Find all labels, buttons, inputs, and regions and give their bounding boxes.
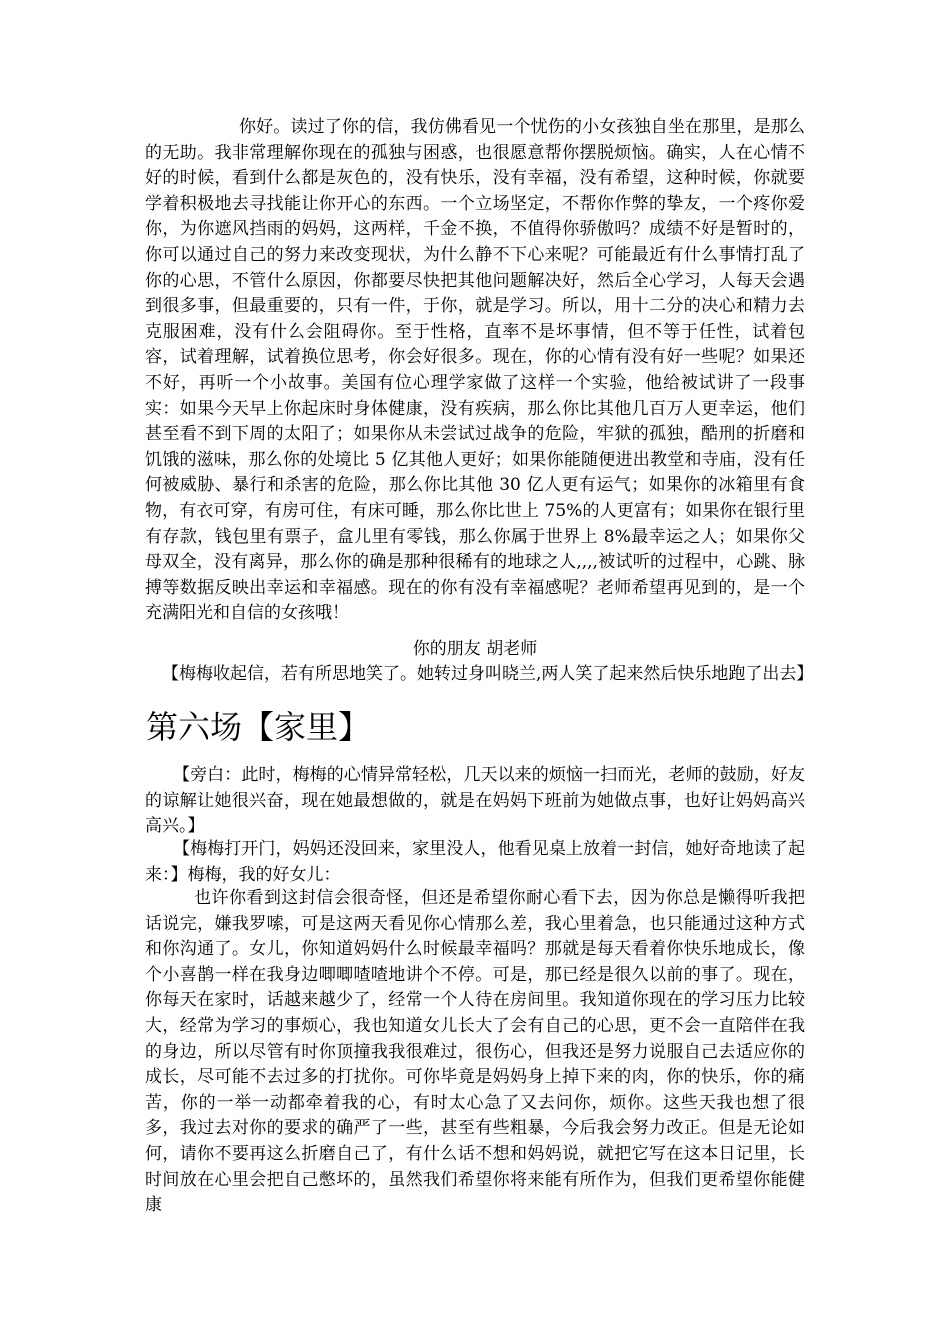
stage-direction-2: 【梅梅打开门，妈妈还没回来，家里没人，他看见桌上放着一封信，她好奇地读了起来：】梅梅，我的好女儿： (145, 839, 805, 885)
teacher-letter-body: 你好。读过了你的信，我仿佛看见一个忧伤的小女孩独自坐在那里，是那么的无助。我非常理解你现在的孤独与困惑，也很愿意帮你摆脱烦恼。确实，人在心情不好的时候，看到什么都是灰色的，没有快乐，没有幸福，没有希望，这种时候，你就要学着积极地去寻找能让你开心的东西。一个立场坚定，不帮你作弊的挚友，一个疼你爱你，为你遮风挡雨的妈妈，这两样，千金不换，不值得你骄傲吗？成绩不好是暂时的，你可以通过自己的努力来改变现状，为什么静不下心来呢？可能最近有什么事情打乱了你的心思，不管什么原因，你都要尽快把其他问题解决好，然后全心学习，人每天会遇到很多事，但最重要的，只有一件，于你，就是学习。所以，用十二分的决心和精力去克服困难，没有什么会阻碍你。至于性格，直率不是坏事情，但不等于任性，试着包容，试着理解，试着换位思考，你会好很多。现在，你的心情有没有好一些呢？如果还不好，再听一个小故事。美国有位心理学家做了这样一个实验，他给被试讲了一段事实：如果今天早上你起床时身体健康，没有疾病，那么你比其他几百万人更幸运，他们甚至看不到下周的太阳了；如果你从未尝试过战争的危险，牢狱的孤独，酷刑的折磨和饥饿的滋味，那么你的处境比 5 亿其他人更好；如果你能随便进出教堂和寺庙，没有任何被威胁、暴行和杀害的危险，那么你比其他 30 亿人更有运气；如果你的冰箱里有食物，有衣可穿，有房可住，有床可睡，那么你比世上 75%的人更富有；如果你在银行里有存款，钱包里有票子，盒儿里有零钱，那么你属于世界上 8%最幸运之人；如果你父母双全，没有离异，那么你的确是那种很稀有的地球之人,,,,被试听的过程中，心跳、脉搏等数据反映出幸运和幸福感。现在的你有没有幸福感呢？老师希望再见到的，是一个充满阳光和自信的女孩哦！ (145, 117, 805, 624)
stage-direction-1: 【梅梅收起信，若有所思地笑了。她转过身叫晓兰,两人笑了起来然后快乐地跑了出去】 (162, 664, 814, 684)
narration: 【旁白：此时，梅梅的心情异常轻松，几天以来的烦恼一扫而光，老师的鼓励，好友的谅解让她很兴奋，现在她最想做的，就是在妈妈下班前为她做点事，也好让妈妈高兴高兴。】 (145, 765, 805, 837)
mother-letter-body: 也许你看到这封信会很奇怪，但还是希望你耐心看下去，因为你总是懒得听我把话说完，嫌我罗嗦，可是这两天看见你心情那么差，我心里着急，也只能通过这种方式和你沟通了。女儿，你知道妈妈什么时候最幸福吗？那就是每天看着你快乐地成长，像个小喜鹊一样在我身边唧唧喳喳地讲个不停。可是，那已经是很久以前的事了。现在，你每天在家时，话越来越少了，经常一个人待在房间里。我知道你现在的学习压力比较大，经常为学习的事烦心，我也知道女儿长大了会有自己的心思，更不会一直陪伴在我的身边，所以尽管有时你顶撞我我很难过，很伤心，但我还是努力说服自己去适应你的成长，尽可能不去过多的打扰你。可你毕竟是妈妈身上掉下来的肉，你的快乐，你的痛苦，你的一举一动都牵着我的心，有时太心急了又去问你，烦你。这些天我也想了很多，我过去对你的要求的确严了一些，甚至有些粗暴，今后我会努力改正。但是无论如何，请你不要再这么折磨自己了，有什么话不想和妈妈说，就把它写在这本日记里，长时间放在心里会把自己憋坏的，虽然我们希望你将来能有所作为，但我们更希望你能健康 (145, 888, 805, 1216)
teacher-letter-signature: 你的朋友 胡老师 (412, 639, 538, 659)
scene-heading: 第六场【家里】 (146, 708, 371, 746)
